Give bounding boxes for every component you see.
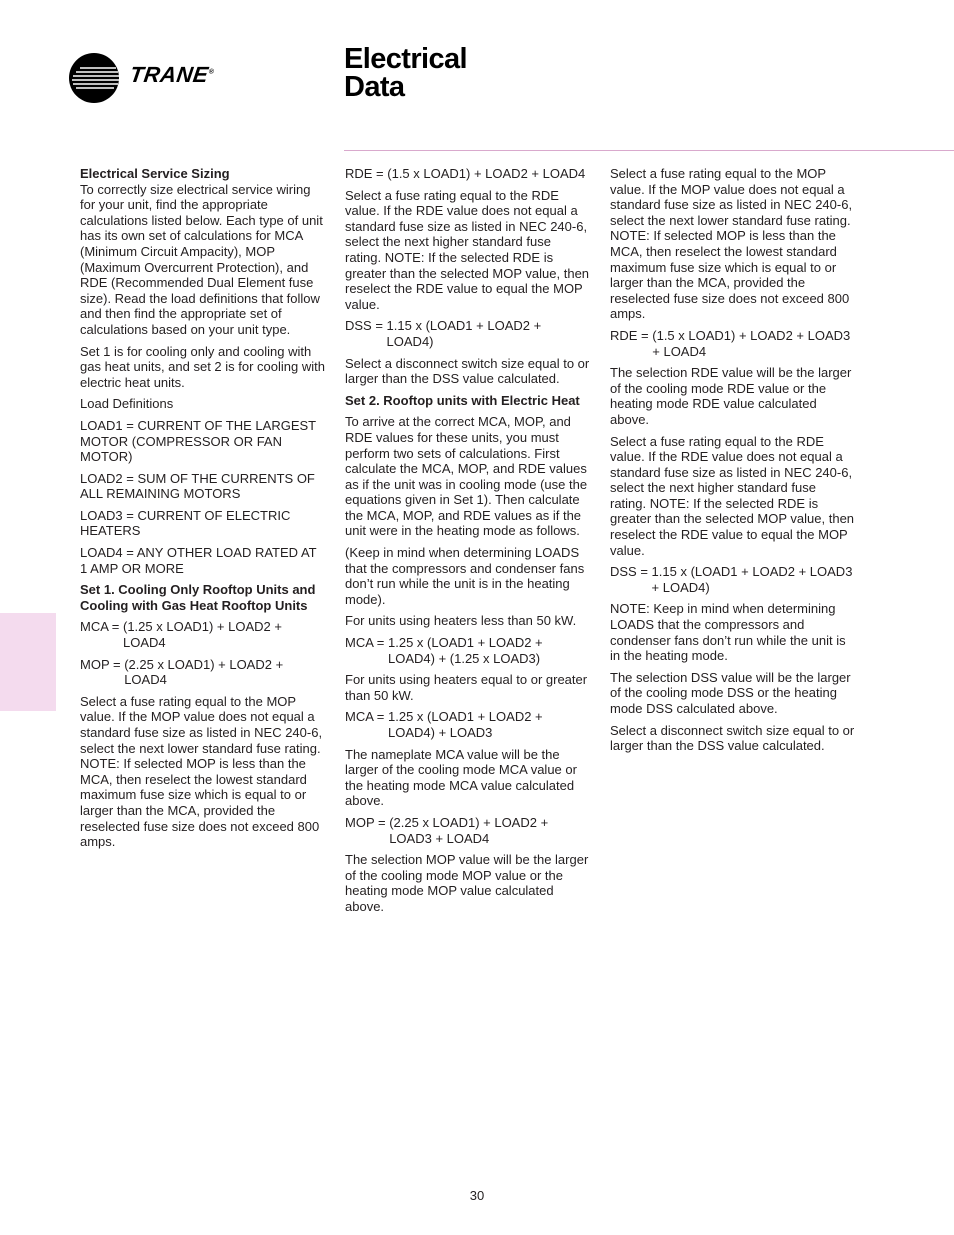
fuse-mop-paragraph: Select a fuse rating equal to the MOP value. If the MOP value does not equal a standard fuse size as listed in NEC 240-6, select the next lower standard fuse rating. NOTE: If selected MOP is less than the MCA, then reselect the lowest standard maximum fuse size which is equal to or larger than the MCA, provided the reselected fuse size does not exceed 800 amps.	[80, 693, 323, 850]
page-title	[344, 45, 467, 101]
nameplate-mca-paragraph: The nameplate MCA value will be the larger of the cooling mode MCA value or the heating mode MCA value calculated above.	[345, 746, 577, 809]
under-50kw-paragraph: For units using heaters less than 50 kW.	[345, 613, 577, 629]
rde-equation	[345, 166, 590, 182]
rde-heat-equation	[610, 328, 855, 359]
header-divider	[344, 150, 954, 151]
load1-definition: LOAD1 = CURRENT OF THE LARGEST MOTOR (COMPRESSOR OR FAN MOTOR)	[80, 417, 316, 465]
column-1	[80, 166, 325, 856]
mop-heat-equation	[345, 815, 590, 846]
rde-equation-rhs: (1.5 x LOAD1) + LOAD2 + LOAD4	[387, 166, 586, 181]
mca-equation	[80, 619, 325, 650]
sets-paragraph: Set 1 is for cooling only and cooling with gas heat units, and set 2 is for cooling with electric heat units.	[80, 343, 325, 390]
over-50kw-paragraph: For units using heaters equal to or greater than 50 kW.	[345, 672, 588, 703]
mca-equation-lhs: MCA =	[80, 619, 123, 635]
trane-logo	[68, 52, 238, 104]
note-paragraph: NOTE: Keep in mind when determining LOADS that the compressors and condenser fans don’t run while the unit is in the heating mode.	[610, 601, 846, 664]
load4-definition: LOAD4 = ANY OTHER LOAD RATED AT 1 AMP OR MORE	[80, 545, 317, 576]
mca-under-50-rhs: 1.25 x (LOAD1 + LOAD2 + LOAD4) + (1.25 x LOAD3)	[388, 635, 543, 666]
fuse-rde-paragraph: Select a fuse rating equal to the RDE value. If the RDE value does not equal a standard fuse size as listed in NEC 240-6, select the next higher standard fuse rating. NOTE: If the selected RDE is greater than the selected MOP value, then reselect the RDE value to equal the MOP value.	[345, 187, 590, 312]
fuse-mop-paragraph: Select a fuse rating equal to the MOP value. If the MOP value does not equal a standard fuse size as listed in NEC 240-6, select the next lower standard fuse rating. NOTE: If selected MOP is less than the MCA, then reselect the lowest standard maximum fuse size which is equal to or larger than the MCA, provided the reselected fuse size does not exceed 800 amps.	[610, 166, 853, 322]
rde-heat-rhs: (1.5 x LOAD1) + LOAD2 + LOAD3 + LOAD4	[652, 327, 851, 359]
selection-mop-paragraph: The selection MOP value will be the larger of the cooling mode MOP value or the heating mode MOP value calculated above.	[345, 852, 589, 914]
mop-equation-rhs: (2.25 x LOAD1) + LOAD2 + LOAD4	[124, 656, 284, 688]
mca-under-50-equation	[345, 635, 590, 666]
mca-over-50-rhs: 1.25 x (LOAD1 + LOAD2 + LOAD4) + LOAD3	[388, 709, 543, 740]
selection-rde-paragraph: The selection RDE value will be the larger of the cooling mode RDE value or the heating mode RDE value calculated above.	[610, 365, 852, 427]
mop-equation	[80, 657, 325, 688]
mop-heat-lhs: MOP =	[345, 814, 390, 830]
column-2	[345, 166, 590, 921]
dss-equation-lhs: DSS =	[345, 318, 387, 334]
trane-logo-circle-icon	[68, 52, 120, 104]
rde-heat-lhs: RDE =	[610, 327, 653, 343]
dss-heat-equation	[610, 564, 855, 595]
dss-heat-lhs: DSS =	[610, 564, 652, 580]
load3-definition: LOAD3 = CURRENT OF ELECTRIC HEATERS	[80, 507, 291, 539]
trane-wordmark: TRANE®	[128, 62, 215, 87]
dss-heat-rhs: 1.15 x (LOAD1 + LOAD2 + LOAD3 + LOAD4)	[651, 564, 853, 595]
mca-under-50-lhs: MCA =	[345, 635, 388, 651]
title-line-1: Electrical	[344, 43, 467, 75]
set2-heading: Set 2. Rooftop units with Electric Heat	[345, 392, 580, 408]
dss-equation-rhs: 1.15 x (LOAD1 + LOAD2 + LOAD4)	[386, 318, 542, 349]
keep-in-mind-paragraph: (Keep in mind when determining LOADS that the compressors and condenser fans don’t run while the unit is in the heating mode).	[345, 545, 585, 607]
load-definitions-label: Load Definitions	[80, 396, 174, 412]
mop-equation-lhs: MOP =	[80, 656, 125, 672]
mca-over-50-lhs: MCA =	[345, 709, 388, 725]
intro-paragraph: To correctly size electrical service wiring for your unit, find the appropriate calculations listed below. Each type of unit has its own set of calculations for MCA (Minimum Circuit Ampacity), MOP (Maximum Overcurrent Protection), and RDE (Recommended Dual Element fuse size). Read the load definitions that follow and then find the appropriate set of calculations based on your unit type.	[80, 181, 323, 337]
fuse-rde-paragraph: Select a fuse rating equal to the RDE value. If the RDE value does not equal a standard fuse size as listed in NEC 240-6, select the next higher standard fuse rating. NOTE: If the selected RDE is greater than the selected MOP value, then reselect the RDE value to equal the MOP value.	[610, 433, 855, 558]
rde-equation-lhs: RDE =	[345, 166, 388, 181]
disconnect-paragraph: Select a disconnect switch size equal to or larger than the DSS value calculated.	[610, 722, 855, 754]
set2-intro-paragraph: To arrive at the correct MCA, MOP, and RDE values for these units, you must perform two sets of calculations. First calculate the MCA, MOP, and RDE values as if the unit was in cooling mode (use the equations given in Set 1). Then calculate the MCA, MOP, and RDE values as if the unit were in the heating mode as follows.	[345, 414, 588, 539]
title-line-2: Data	[344, 71, 405, 103]
dss-equation	[345, 318, 590, 349]
mop-heat-rhs: (2.25 x LOAD1) + LOAD2 + LOAD3 + LOAD4	[389, 814, 549, 846]
column-3	[610, 166, 855, 760]
disconnect-paragraph: Select a disconnect switch size equal to or larger than the DSS value calculated.	[345, 355, 590, 387]
section-heading: Electrical Service Sizing	[80, 166, 230, 181]
set1-heading: Set 1. Cooling Only Rooftop Units and Cooling with Gas Heat Rooftop Units	[80, 582, 316, 613]
load2-definition: LOAD2 = SUM OF THE CURRENTS OF ALL REMAINING MOTORS	[80, 470, 315, 502]
mca-equation-rhs: (1.25 x LOAD1) + LOAD2 + LOAD4	[123, 619, 282, 651]
mca-over-50-equation	[345, 709, 590, 740]
side-tab-marker	[0, 613, 56, 711]
selection-dss-paragraph: The selection DSS value will be the larger of the cooling mode DSS or the heating mode DSS calculated above.	[610, 669, 851, 716]
page-number: 30	[469, 1188, 485, 1203]
